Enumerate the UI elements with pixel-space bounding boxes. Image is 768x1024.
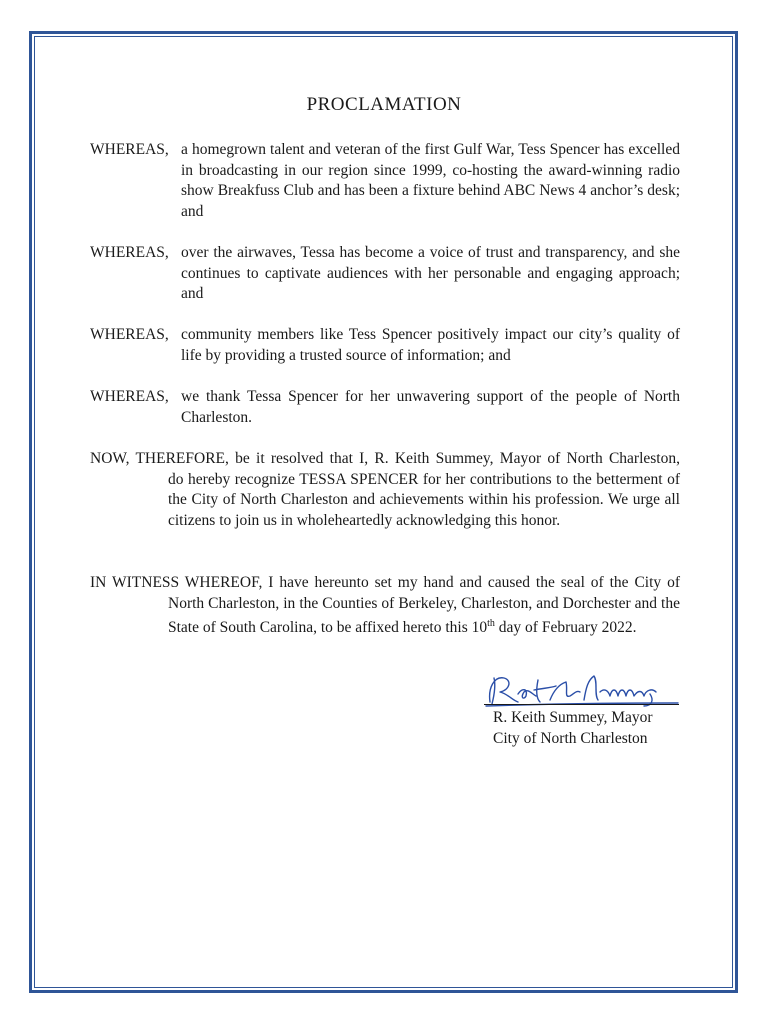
whereas-keyword: WHEREAS, (90, 141, 169, 158)
witness-body-end: day of February 2022. (494, 619, 637, 637)
therefore-first-line: NOW, THEREFORE, be it resolved that I, R. Keith Summey, Mayor of North Charleston, (90, 450, 680, 467)
whereas-keyword: WHEREAS, (90, 326, 169, 343)
whereas-text: a homegrown talent and veteran of the first Gulf War, Tess Spencer has excelled in broadcasting in our region since 1999, co-hosting the award-winning radio show Breakfuss Club and has been a fixture behind ABC News 4 anchor’s desk; and (181, 141, 680, 220)
signer-name: R. Keith Summey, Mayor (493, 709, 653, 726)
signer-organization: City of North Charleston (493, 730, 648, 747)
witness-first-line: IN WITNESS WHEREOF, I have hereunto set my hand and caused the seal of the City of (90, 574, 680, 591)
therefore-body: do hereby recognize TESSA SPENCER for her contributions to the betterment of the City of North Charleston and achievements within his profession. We urge all citizens to join us in wholeheartedly acknowledging this honor. (168, 470, 680, 529)
signature-line (484, 704, 679, 705)
whereas-keyword: WHEREAS, (90, 244, 169, 261)
whereas-text: we thank Tessa Spencer for her unwavering support of the people of North Charleston. (181, 388, 680, 426)
proclamation-title: PROCLAMATION (306, 94, 462, 115)
witness-body-text: North Charleston, in the Counties of Berkeley, Charleston, and Dorchester and the State of South Carolina, to be affixed hereto this 10 (168, 594, 680, 637)
whereas-text: community members like Tess Spencer positively impact our city’s quality of life by providing a trusted source of information; and (181, 326, 680, 364)
witness-body (90, 594, 680, 639)
mayor-signature (484, 670, 680, 708)
witness-clause (90, 573, 680, 639)
therefore-clause (90, 449, 680, 531)
date-ordinal-suffix: th (487, 618, 495, 629)
whereas-keyword: WHEREAS, (90, 388, 169, 405)
whereas-text: over the airwaves, Tessa has become a voice of trust and transparency, and she continues to captivate audiences with her personable and engaging approach; and (181, 244, 680, 302)
